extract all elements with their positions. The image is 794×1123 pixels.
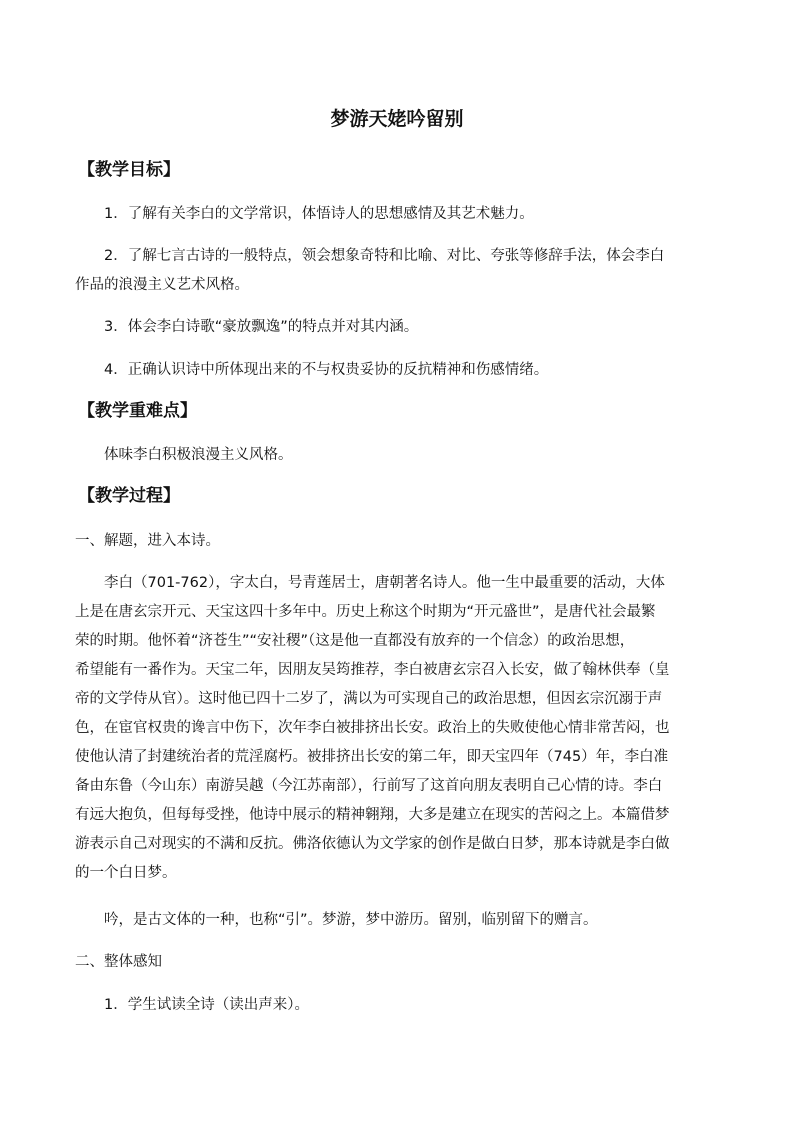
objective-item-2-cont: 作品的浪漫主义艺术风格。 <box>75 277 249 293</box>
step-2-title: 二、整体感知 <box>75 954 162 970</box>
objective-item-3: 3．体会李白诗歌“豪放飘逸”的特点并对其内涵。 <box>104 319 419 335</box>
intro-line: 帝的文学侍从官）。这时他已四十二岁了，满以为可实现自己的政治思想，但因玄宗沉溺于声 <box>75 691 663 707</box>
objective-item-1: 1．了解有关李白的文学常识，体悟诗人的思想感情及其艺术魅力。 <box>104 206 534 222</box>
intro-line: 有远大抱负，但每每受挫，他诗中展示的精神翱翔，大多是建立在现实的苦闷之上。本篇借梦 <box>75 807 670 823</box>
intro-line: 荣的时期。他怀着“济苍生”“安社稷”（这是他一直都没有放弃的一个信念）的政治思想， <box>75 633 635 649</box>
objective-item-4: 4．正确认识诗中所体现出来的不与权贵妥协的反抗精神和伤感情绪。 <box>104 362 549 378</box>
step-1-title: 一、解题，进入本诗。 <box>75 533 220 549</box>
section-heading-key-points: 【教学重难点】 <box>78 401 197 421</box>
intro-line: 备由东鲁（今山东）南游吴越（今江苏南部），行前写了这首向朋友表明自己心情的诗。李白 <box>75 778 663 794</box>
page-title: 梦游天姥吟留别 <box>330 108 464 130</box>
intro-line: 希望能有一番作为。天宝二年，因朋友吴筠推荐，李白被唐玄宗召入长安，做了翰林供奉（皇 <box>75 662 670 678</box>
section-heading-process: 【教学过程】 <box>78 486 180 506</box>
intro-line: 游表示自己对现实的不满和反抗。佛洛依德认为文学家的创作是做白日梦，那本诗就是李白做 <box>75 836 670 852</box>
step-2-item-1: 1．学生试读全诗（读出声来）。 <box>104 997 309 1013</box>
objective-item-2: 2．了解七言古诗的一般特点，领会想象奇特和比喻、对比、夸张等修辞手法，体会李白 <box>104 248 665 264</box>
intro-line: 上是在唐玄宗开元、天宝这四十多年中。历史上称这个时期为“开元盛世”，是唐代社会最繁 <box>75 604 656 620</box>
intro-line: 使他认清了封建统治者的荒淫腐朽。被排挤出长安的第二年，即天宝四年（745）年，李白准 <box>75 749 669 765</box>
section-heading-objectives: 【教学目标】 <box>78 160 180 180</box>
intro-line: 的一个白日梦。 <box>75 865 177 881</box>
yin-definition-paragraph: 吟，是古文体的一种，也称“引”。梦游，梦中游历。留别，临别留下的赠言。 <box>104 912 598 928</box>
intro-line: 李白（701-762），字太白，号青莲居士，唐朝著名诗人。他一生中最重要的活动，大体 <box>104 575 665 591</box>
intro-line: 色，在宦官权贵的谗言中伤下，次年李白被排挤出长安。政治上的失败使他心情非常苦闷，也 <box>75 720 670 736</box>
intro-paragraph <box>75 569 719 888</box>
key-points-text: 体味李白积极浪漫主义风格。 <box>104 447 293 463</box>
